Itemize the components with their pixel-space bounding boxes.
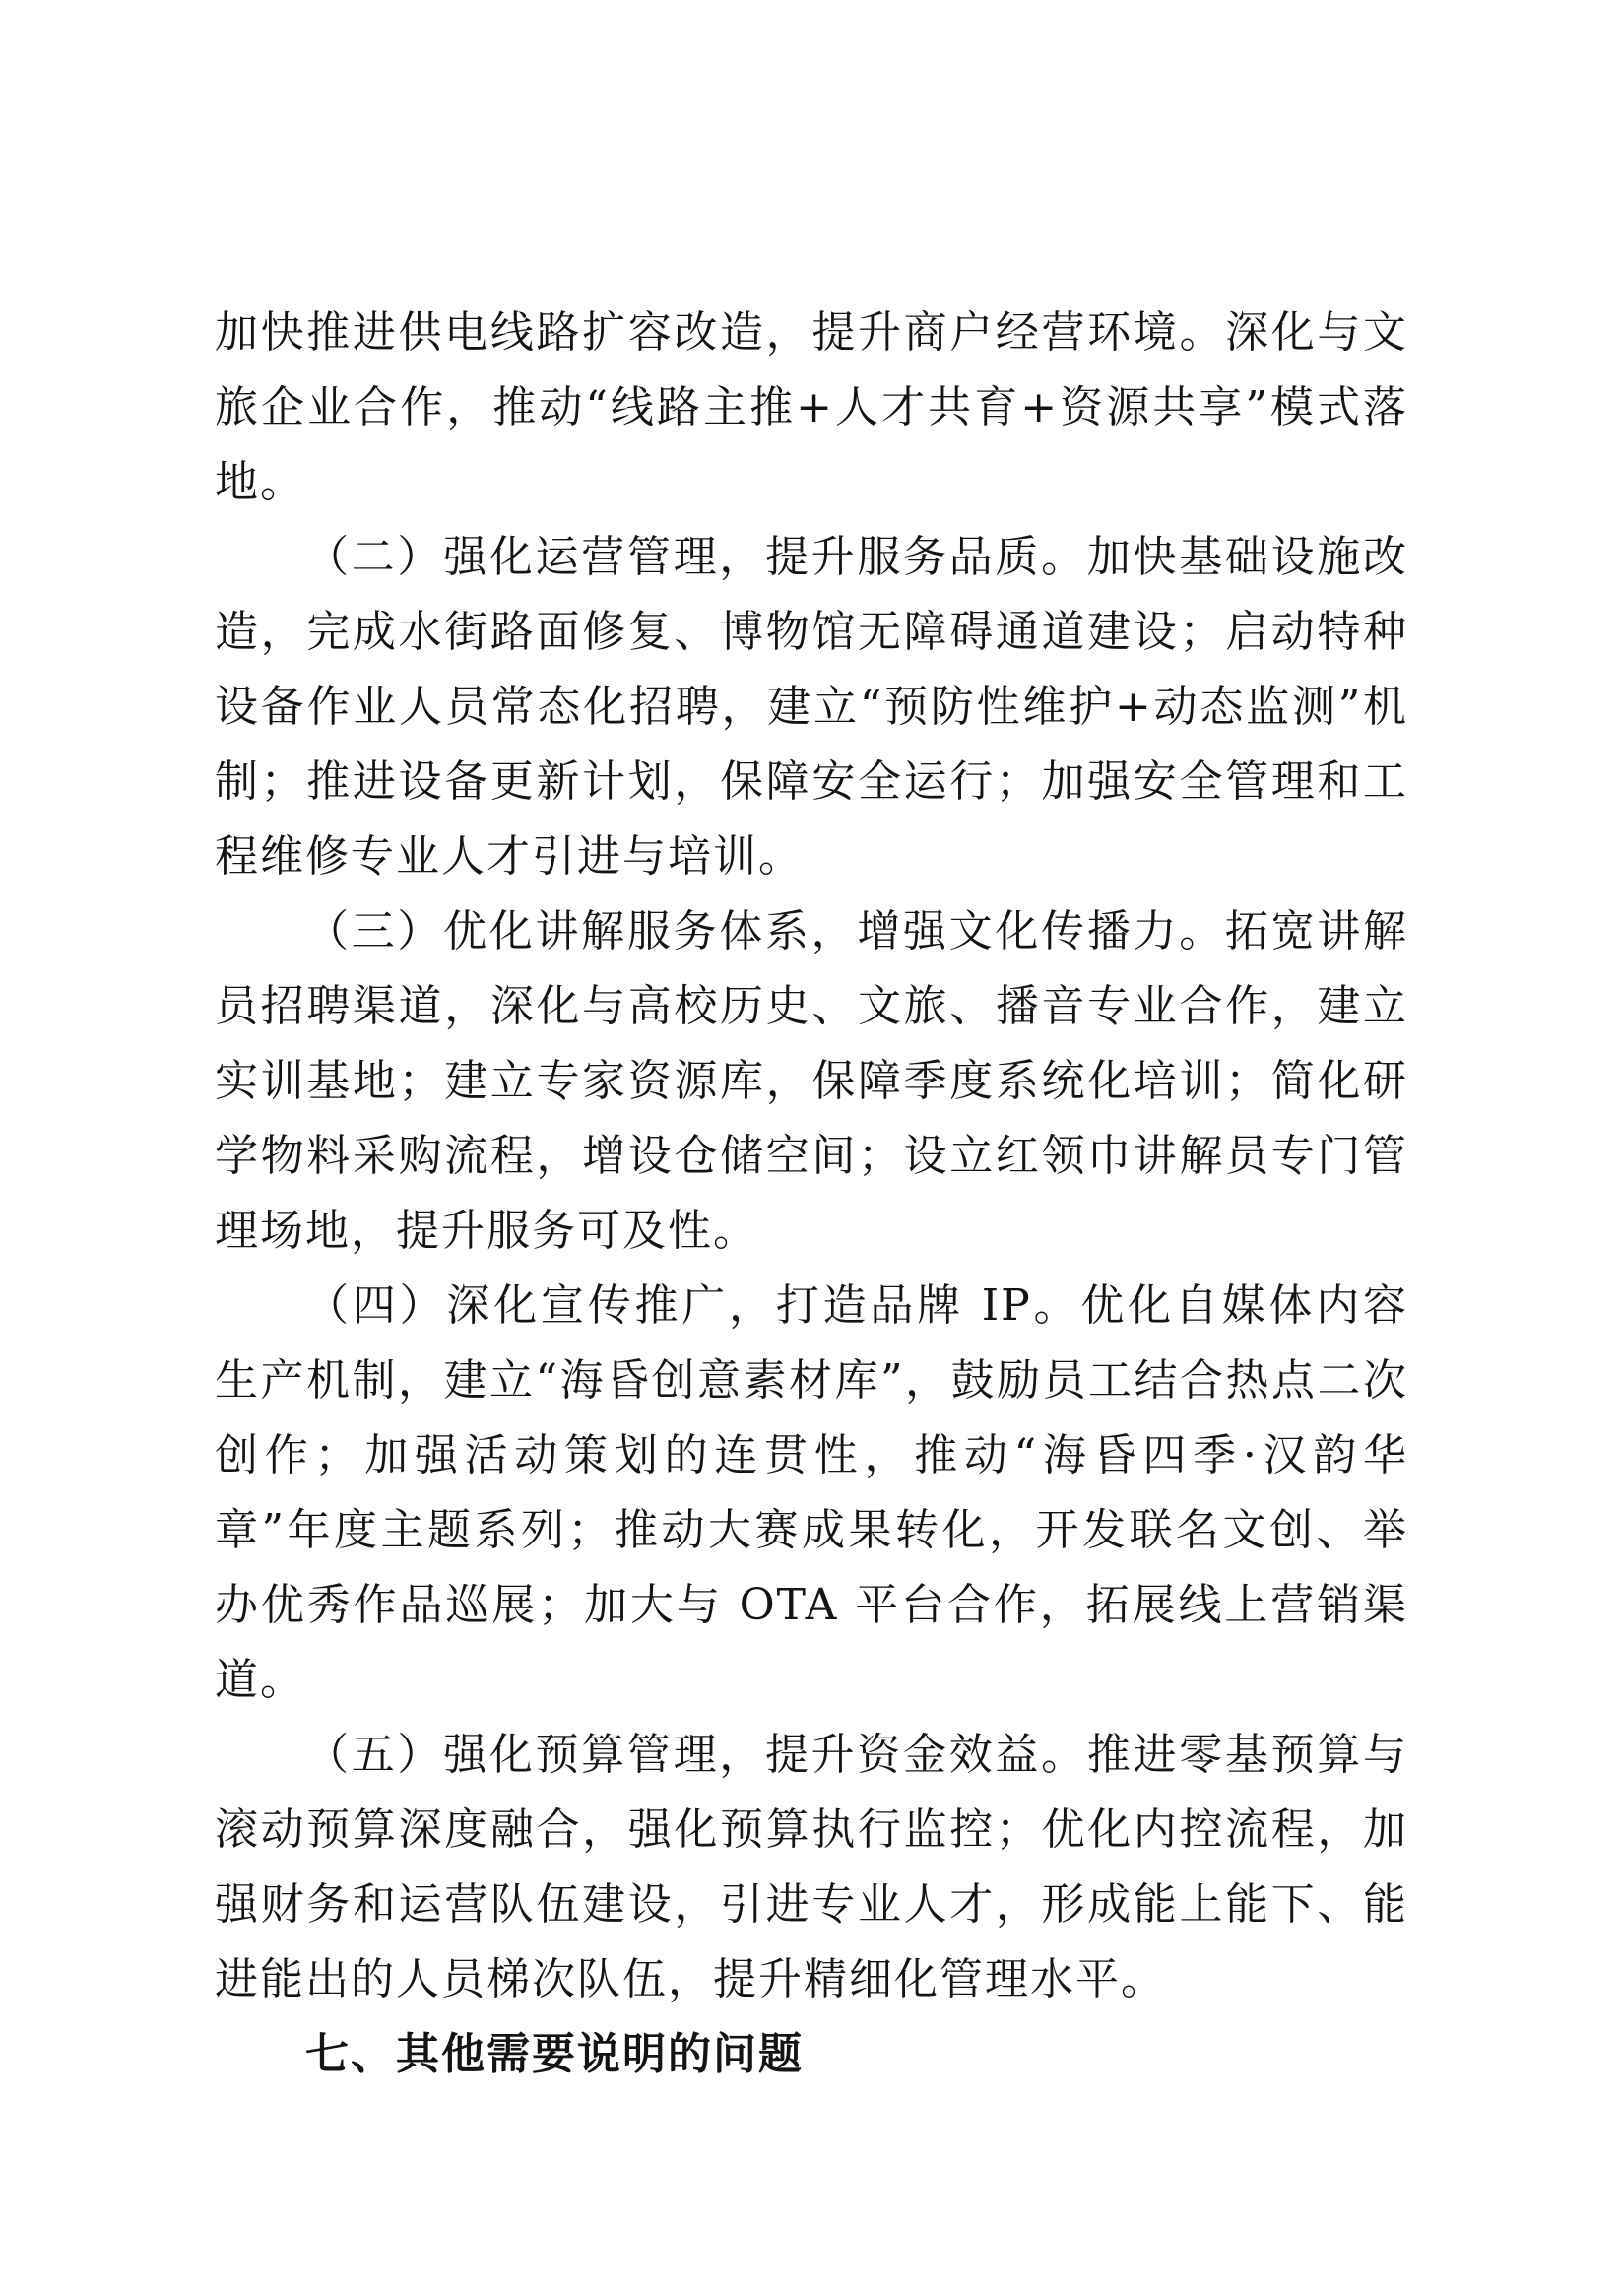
paragraph-budget-management: （五）强化预算管理，提升资金效益。推进零基预算与滚动预算深度融合，强化预算执行监控；优化内控流程，加强财务和运营队伍建设，引进专业人才，形成能上能下、能进能出的人员梯次队伍，提升精细化管理水平。 [215, 1730, 1408, 2004]
document-body [215, 295, 1408, 2092]
section-heading: 七、其他需要说明的问题 [305, 2029, 804, 2079]
paragraph-continuation: 加快推进供电线路扩容改造，提升商户经营环境。深化与文旅企业合作，推动“线路主推+人才共育+资源共享”模式落地。 [215, 307, 1408, 507]
paragraph-publicity-promotion: （四）深化宣传推广，打造品牌 IP。优化自媒体内容生产机制，建立“海昏创意素材库”，鼓励员工结合热点二次创作；加强活动策划的连贯性，推动“海昏四季·汉韵华章”年度主题系列；推动大赛成果转化，开发联名文创、举办优秀作品巡展；加大与 OTA 平台合作，拓展线上营销渠道。 [215, 1280, 1408, 1705]
paragraph-guide-service: （三）优化讲解服务体系，增强文化传播力。拓宽讲解员招聘渠道，深化与高校历史、文旅、播音专业合作，建立实训基地；建立专家资源库，保障季度系统化培训；简化研学物料采购流程，增设仓储空间；设立红领巾讲解员专门管理场地，提升服务可及性。 [215, 906, 1408, 1256]
paragraph-operations-management: （二）强化运营管理，提升服务品质。加快基础设施改造，完成水街路面修复、博物馆无障碍通道建设；启动特种设备作业人员常态化招聘，建立“预防性维护+动态监测”机制；推进设备更新计划，保障安全运行；加强安全管理和工程维修专业人才引进与培训。 [215, 532, 1408, 882]
